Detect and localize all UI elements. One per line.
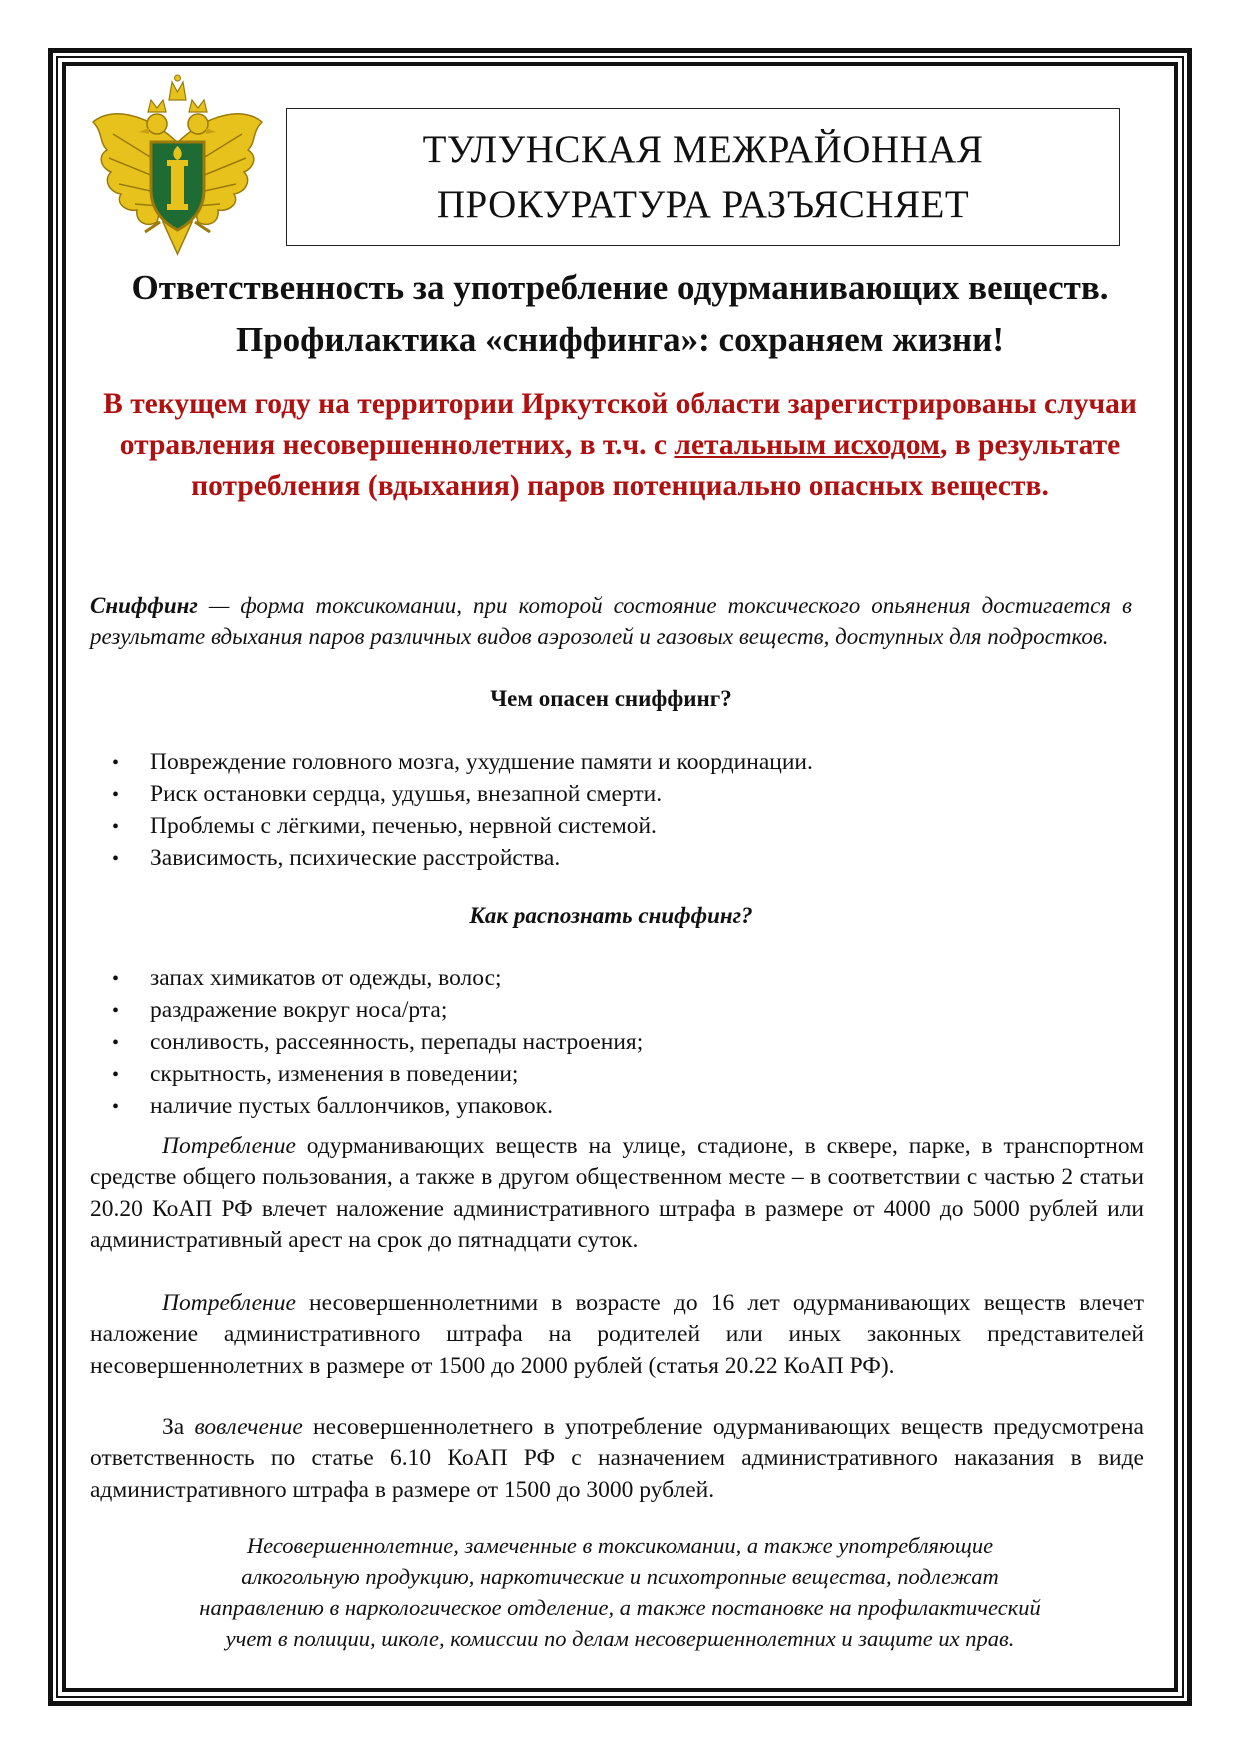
list-item	[112, 747, 1112, 779]
bullet-icon: •	[112, 816, 120, 838]
list-item-text: Проблемы с лёгкими, печенью, нервной системой.	[150, 813, 657, 839]
header-line-1: ТУЛУНСКАЯ МЕЖРАЙОННАЯ	[422, 128, 984, 171]
danger-heading: Чем опасен сниффинг?	[490, 686, 732, 711]
bullet-icon: •	[112, 968, 120, 990]
header-box	[286, 108, 1120, 246]
title-line-1: Ответственность за употребление одурманивающих веществ.	[131, 268, 1109, 307]
closing-line-4: учет в полиции, школе, комиссии по делам несовершеннолетних и защите их прав.	[225, 1626, 1015, 1651]
list-item-text: Риск остановки сердца, удушья, внезапной смерти.	[150, 781, 663, 807]
prosecutor-emblem-icon	[85, 72, 270, 262]
list-item-text: Зависимость, психические расстройства.	[150, 845, 561, 871]
bullet-icon: •	[112, 1000, 120, 1022]
list-item	[112, 779, 1112, 811]
alert-underlined-text: летальным исходом	[674, 429, 940, 461]
bullet-icon: •	[112, 1032, 120, 1054]
header-line-2: ПРОКУРАТУРА РАЗЪЯСНЯЕТ	[436, 183, 970, 226]
closing-line-1: Несовершеннолетние, замеченные в токсикомании, а также употребляющие	[246, 1533, 994, 1558]
list-item-text: раздражение вокруг носа/рта;	[150, 997, 448, 1023]
bullet-icon: •	[112, 1064, 120, 1086]
list-item	[112, 843, 1112, 875]
list-item-text: Повреждение головного мозга, ухудшение памяти и координации.	[150, 749, 813, 775]
list-item-text: сонливость, рассеянность, перепады настроения;	[150, 1029, 644, 1055]
list-item-text: скрытность, изменения в поведении;	[150, 1061, 519, 1087]
alert-paragraph	[70, 384, 1170, 507]
law-paragraph-3	[90, 1412, 1144, 1506]
list-item	[112, 1091, 1112, 1123]
list-item-text: запах химикатов от одежды, волос;	[150, 965, 502, 991]
law-3-prefix: За	[162, 1414, 195, 1440]
danger-list	[112, 747, 1112, 875]
law-3-text: несовершеннолетнего в употребление одурманивающих веществ предусмотрена ответственность по статье 6.10 КоАП РФ с назначением административного наказания в виде административного штрафа в размере от 1500 до 3000 рублей.	[90, 1414, 1144, 1503]
list-item	[112, 1059, 1112, 1091]
definition-paragraph	[90, 590, 1132, 652]
law-1-text: одурманивающих веществ на улице, стадионе, в сквере, парке, в транспортном средстве общего пользования, а также в другом общественном месте – в соответствии с частью 2 статьи 20.20 КоАП РФ влечет наложение административного штрафа в размере от 4000 до 5000 рублей или административный арест на срок до пятнадцати суток.	[90, 1133, 1144, 1253]
law-3-emphasis: вовлечение	[194, 1414, 303, 1440]
list-item-text: наличие пустых баллончиков, упаковок.	[150, 1093, 553, 1119]
list-item	[112, 811, 1112, 843]
bullet-icon: •	[112, 784, 120, 806]
recognize-list	[112, 963, 1112, 1123]
alert-text-after: , в результате потребления (вдыхания) паров потенциально опасных веществ.	[191, 429, 1121, 502]
closing-line-2: алкогольную продукцию, наркотические и психотропные вещества, подлежат	[241, 1564, 999, 1589]
definition-term: Сниффинг	[90, 593, 198, 618]
list-item	[112, 963, 1112, 995]
closing-line-3: направлению в наркологическое отделение, а также постановке на профилактический	[199, 1595, 1041, 1620]
bullet-icon: •	[112, 752, 120, 774]
closing-paragraph	[100, 1530, 1140, 1654]
list-item	[112, 995, 1112, 1027]
law-paragraph-1	[90, 1131, 1144, 1256]
title-line-2: Профилактика «сниффинга»: сохраняем жизни!	[235, 320, 1004, 359]
law-paragraph-2	[90, 1288, 1144, 1382]
law-2-emphasis: Потребление	[162, 1290, 296, 1316]
law-1-emphasis: Потребление	[162, 1133, 296, 1159]
bullet-icon: •	[112, 1096, 120, 1118]
recognize-heading: Как распознать сниффинг?	[469, 903, 753, 928]
definition-text: — форма токсикомании, при которой состояние токсического опьянения достигается в результате вдыхания паров различных видов аэрозолей и газовых веществ, доступных для подростков.	[90, 593, 1132, 649]
alert-text-before: В текущем году на территории Иркутской области зарегистрированы случаи отравления несовершеннолетних, в т.ч. с	[103, 388, 1137, 461]
law-2-text: несовершеннолетними в возрасте до 16 лет одурманивающих веществ влечет наложение административного штрафа на родителей или иных законных представителей несовершеннолетних в размере от 1500 до 2000 рублей (статья 20.22 КоАП РФ).	[90, 1290, 1144, 1379]
list-item	[112, 1027, 1112, 1059]
bullet-icon: •	[112, 848, 120, 870]
